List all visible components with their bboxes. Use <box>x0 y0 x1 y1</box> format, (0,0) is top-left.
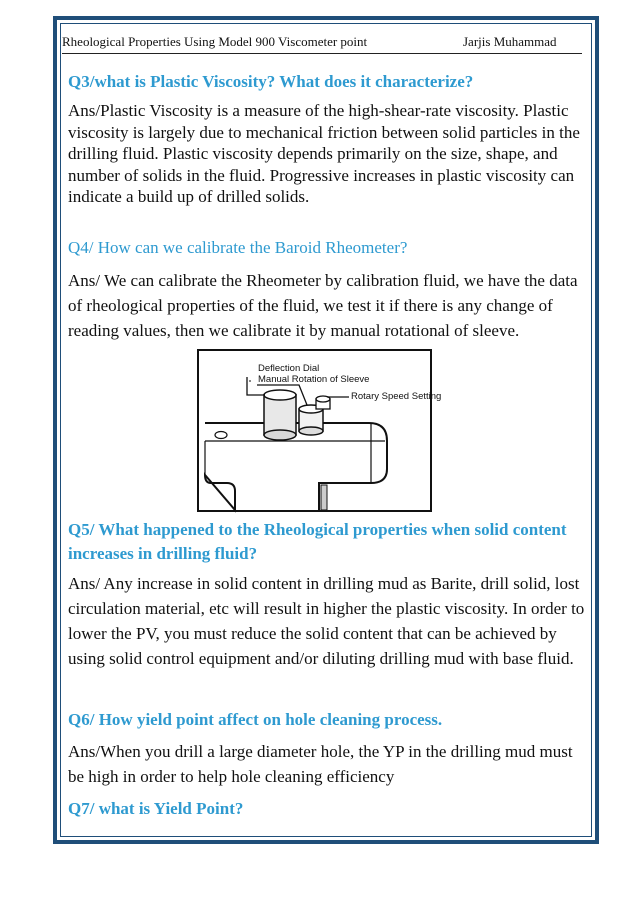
left-knob <box>215 432 227 439</box>
header-author: Jarjis Muhammad <box>463 34 557 49</box>
rheometer-figure <box>197 349 442 512</box>
rheometer-diagram <box>199 351 442 510</box>
question-q7: Q7/ what is Yield Point? <box>68 799 244 818</box>
question-q6: Q6/ How yield point affect on hole cleaning process. <box>68 710 443 729</box>
dial-top <box>264 390 296 400</box>
dial-cylinder <box>264 395 296 435</box>
question-q4: Q4/ How can we calibrate the Baroid Rheometer? <box>68 238 408 257</box>
label-deflection-dial: Deflection Dial <box>258 363 320 374</box>
question-q3: Q3/what is Plastic Viscosity? What does it characterize? <box>68 72 474 91</box>
sleeve-knob-bottom <box>299 427 323 435</box>
answer-q3: Ans/Plastic Viscosity is a measure of the high-shear-rate viscosity. Plastic viscosity is largely due to mechanical friction between solid particles in the drilling fluid. Plastic viscosity depends primarily on the size, shape, and number of solids in the fluid. Progressive increases in plastic viscosity can indicate a build up of drilled solids. <box>68 101 580 206</box>
label-manual-rotation: Manual Rotation of Sleeve <box>258 374 370 385</box>
answer-q4: Ans/ We can calibrate the Rheometer by calibration fluid, we have the data of rheological properties of the fluid, we test it if there is any change of reading values, then we calibrate it by manual rotational of sleeve. <box>68 271 578 340</box>
answer-q5: Ans/ Any increase in solid content in drilling mud as Barite, drill solid, lost circulation material, etc will result in higher the plastic viscosity. In order to lower the PV, you must reduce the solid content that can be achieved by using solid control equipment and/or diluting drilling mud with base fluid. <box>68 574 585 668</box>
dial-bottom <box>264 430 296 440</box>
shaft <box>321 485 327 510</box>
label-rotary-speed: Rotary Speed Setting <box>351 391 442 402</box>
question-q5: Q5/ What happened to the Rheological properties when solid content increases in drilling fluid? <box>68 520 567 563</box>
answer-q6: Ans/When you drill a large diameter hole, the YP in the drilling mud must be high in order to help hole cleaning efficiency <box>68 742 573 786</box>
header-title: Rheological Properties Using Model 900 Viscometer point <box>62 34 368 49</box>
page-header <box>62 31 582 54</box>
